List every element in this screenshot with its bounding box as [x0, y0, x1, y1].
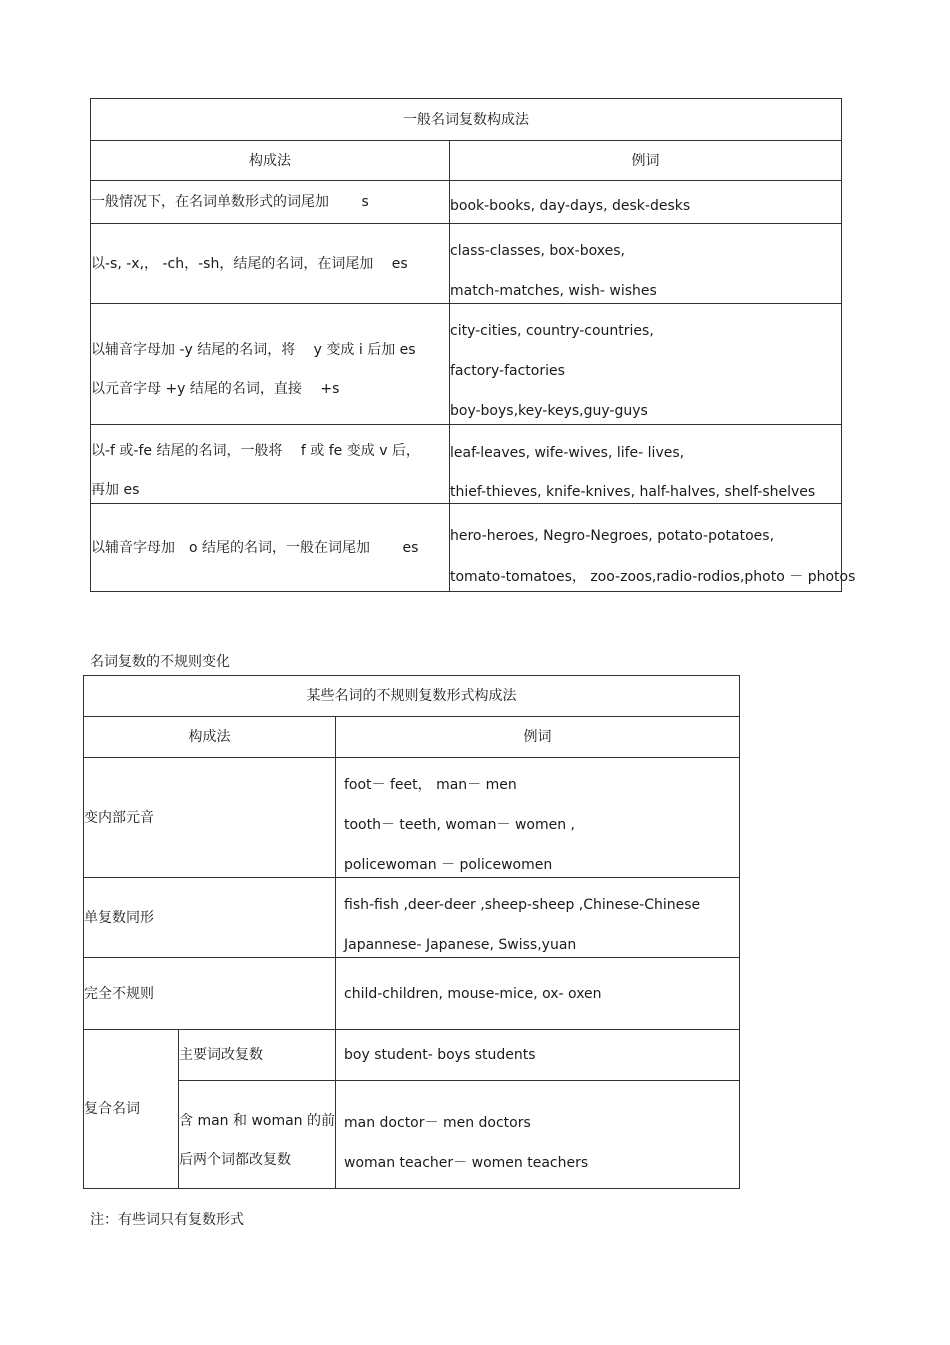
- example-line: tomato-tomatoes， zoo-zoos,radio-rodios,photo － photos: [450, 569, 856, 585]
- rule-line: 以辅音字母加 -y 结尾的名词，将 y 变成 i 后加 es: [91, 342, 416, 358]
- irregular-plural-table: [83, 675, 740, 1189]
- example-line: child-children, mouse-mice, ox- oxen: [344, 985, 602, 1002]
- example-line: man doctor－ men doctors: [344, 1115, 531, 1131]
- compound-subrow-examples: [336, 1081, 740, 1189]
- compound-subrow-rule: [179, 1030, 336, 1081]
- example-line: match-matches, wish- wishes: [450, 283, 657, 299]
- rule-line: 含 man 和 woman 的前: [179, 1113, 335, 1129]
- example-line: factory-factories: [450, 363, 565, 379]
- table1-title: 一般名词复数构成法: [91, 99, 842, 141]
- table2-title: 某些名词的不规则复数形式构成法: [84, 676, 740, 717]
- table1-row-examples: [450, 224, 842, 304]
- footnote: 注：有些词只有复数形式: [90, 1212, 244, 1228]
- example-line: hero-heroes, Negro-Negroes, potato-potatoes,: [450, 528, 775, 544]
- table2-header-rule: 构成法: [84, 717, 336, 758]
- compound-subrow-rule: [179, 1081, 336, 1189]
- table2-row-rule: 单复数同形: [84, 878, 336, 958]
- example-line: policewoman － policewomen: [344, 857, 553, 873]
- example-line: boy student- boys students: [344, 1047, 536, 1063]
- table1-row-examples: [450, 181, 842, 224]
- rule-line: 后两个词都改复数: [179, 1152, 291, 1168]
- rule-line: 以-s, -x,， -ch，-sh，结尾的名词，在词尾加 es: [91, 255, 408, 272]
- rule-line: 一般情况下，在名词单数形式的词尾加 s: [91, 194, 369, 210]
- section-caption: 名词复数的不规则变化: [90, 654, 230, 670]
- example-line: thief-thieves, knife-knives, half-halves, shelf-shelves: [450, 484, 816, 500]
- table2-row-examples: [336, 878, 740, 958]
- table1-row-rule: [91, 425, 450, 504]
- rule-line: 以元音字母 +y 结尾的名词，直接 +s: [91, 381, 340, 397]
- example-line: boy-boys,key-keys,guy-guys: [450, 403, 648, 419]
- table1-row-rule: [91, 181, 450, 224]
- table1-row-rule: [91, 224, 450, 304]
- table1-row-examples: [450, 504, 856, 592]
- compound-subrow-examples: [336, 1030, 740, 1081]
- rule-line: 再加 es: [91, 482, 140, 498]
- table1-header-rule: 构成法: [91, 141, 450, 181]
- example-line: fish-fish ,deer-deer ,sheep-sheep ,Chinese-Chinese: [344, 897, 701, 913]
- table2-row-examples: [336, 758, 740, 878]
- example-line: class-classes, box-boxes,: [450, 243, 625, 259]
- example-line: woman teacher－ women teachers: [344, 1155, 589, 1171]
- example-line: city-cities, country-countries,: [450, 323, 654, 339]
- table1-header-examples: 例词: [450, 141, 842, 181]
- example-line: foot－ feet， man－ men: [344, 777, 517, 793]
- rule-line: 主要词改复数: [179, 1047, 263, 1063]
- compound-noun-label: 复合名词: [84, 1030, 179, 1189]
- example-line: tooth－ teeth, woman－ women ,: [344, 817, 576, 833]
- table1-row-examples: [450, 304, 842, 425]
- example-line: Japannese- Japanese, Swiss,yuan: [344, 937, 577, 953]
- table2-header-examples: 例词: [336, 717, 740, 758]
- table2-row-rule: 变内部元音: [84, 758, 336, 878]
- table2-row-examples: [336, 958, 740, 1030]
- example-line: book-books, day-days, desk-desks: [450, 198, 691, 214]
- table2-row-rule: 完全不规则: [84, 958, 336, 1030]
- table1-row-rule: [91, 504, 450, 592]
- table1-row-rule: [91, 304, 450, 425]
- rule-line: 以辅音字母加 o 结尾的名词，一般在词尾加 es: [91, 539, 419, 556]
- rule-line: 以-f 或-fe 结尾的名词，一般将 f 或 fe 变成 v 后，: [91, 443, 420, 459]
- regular-plural-table: [90, 98, 856, 592]
- example-line: leaf-leaves, wife-wives, life- lives,: [450, 445, 685, 461]
- table1-row-examples: [450, 425, 842, 504]
